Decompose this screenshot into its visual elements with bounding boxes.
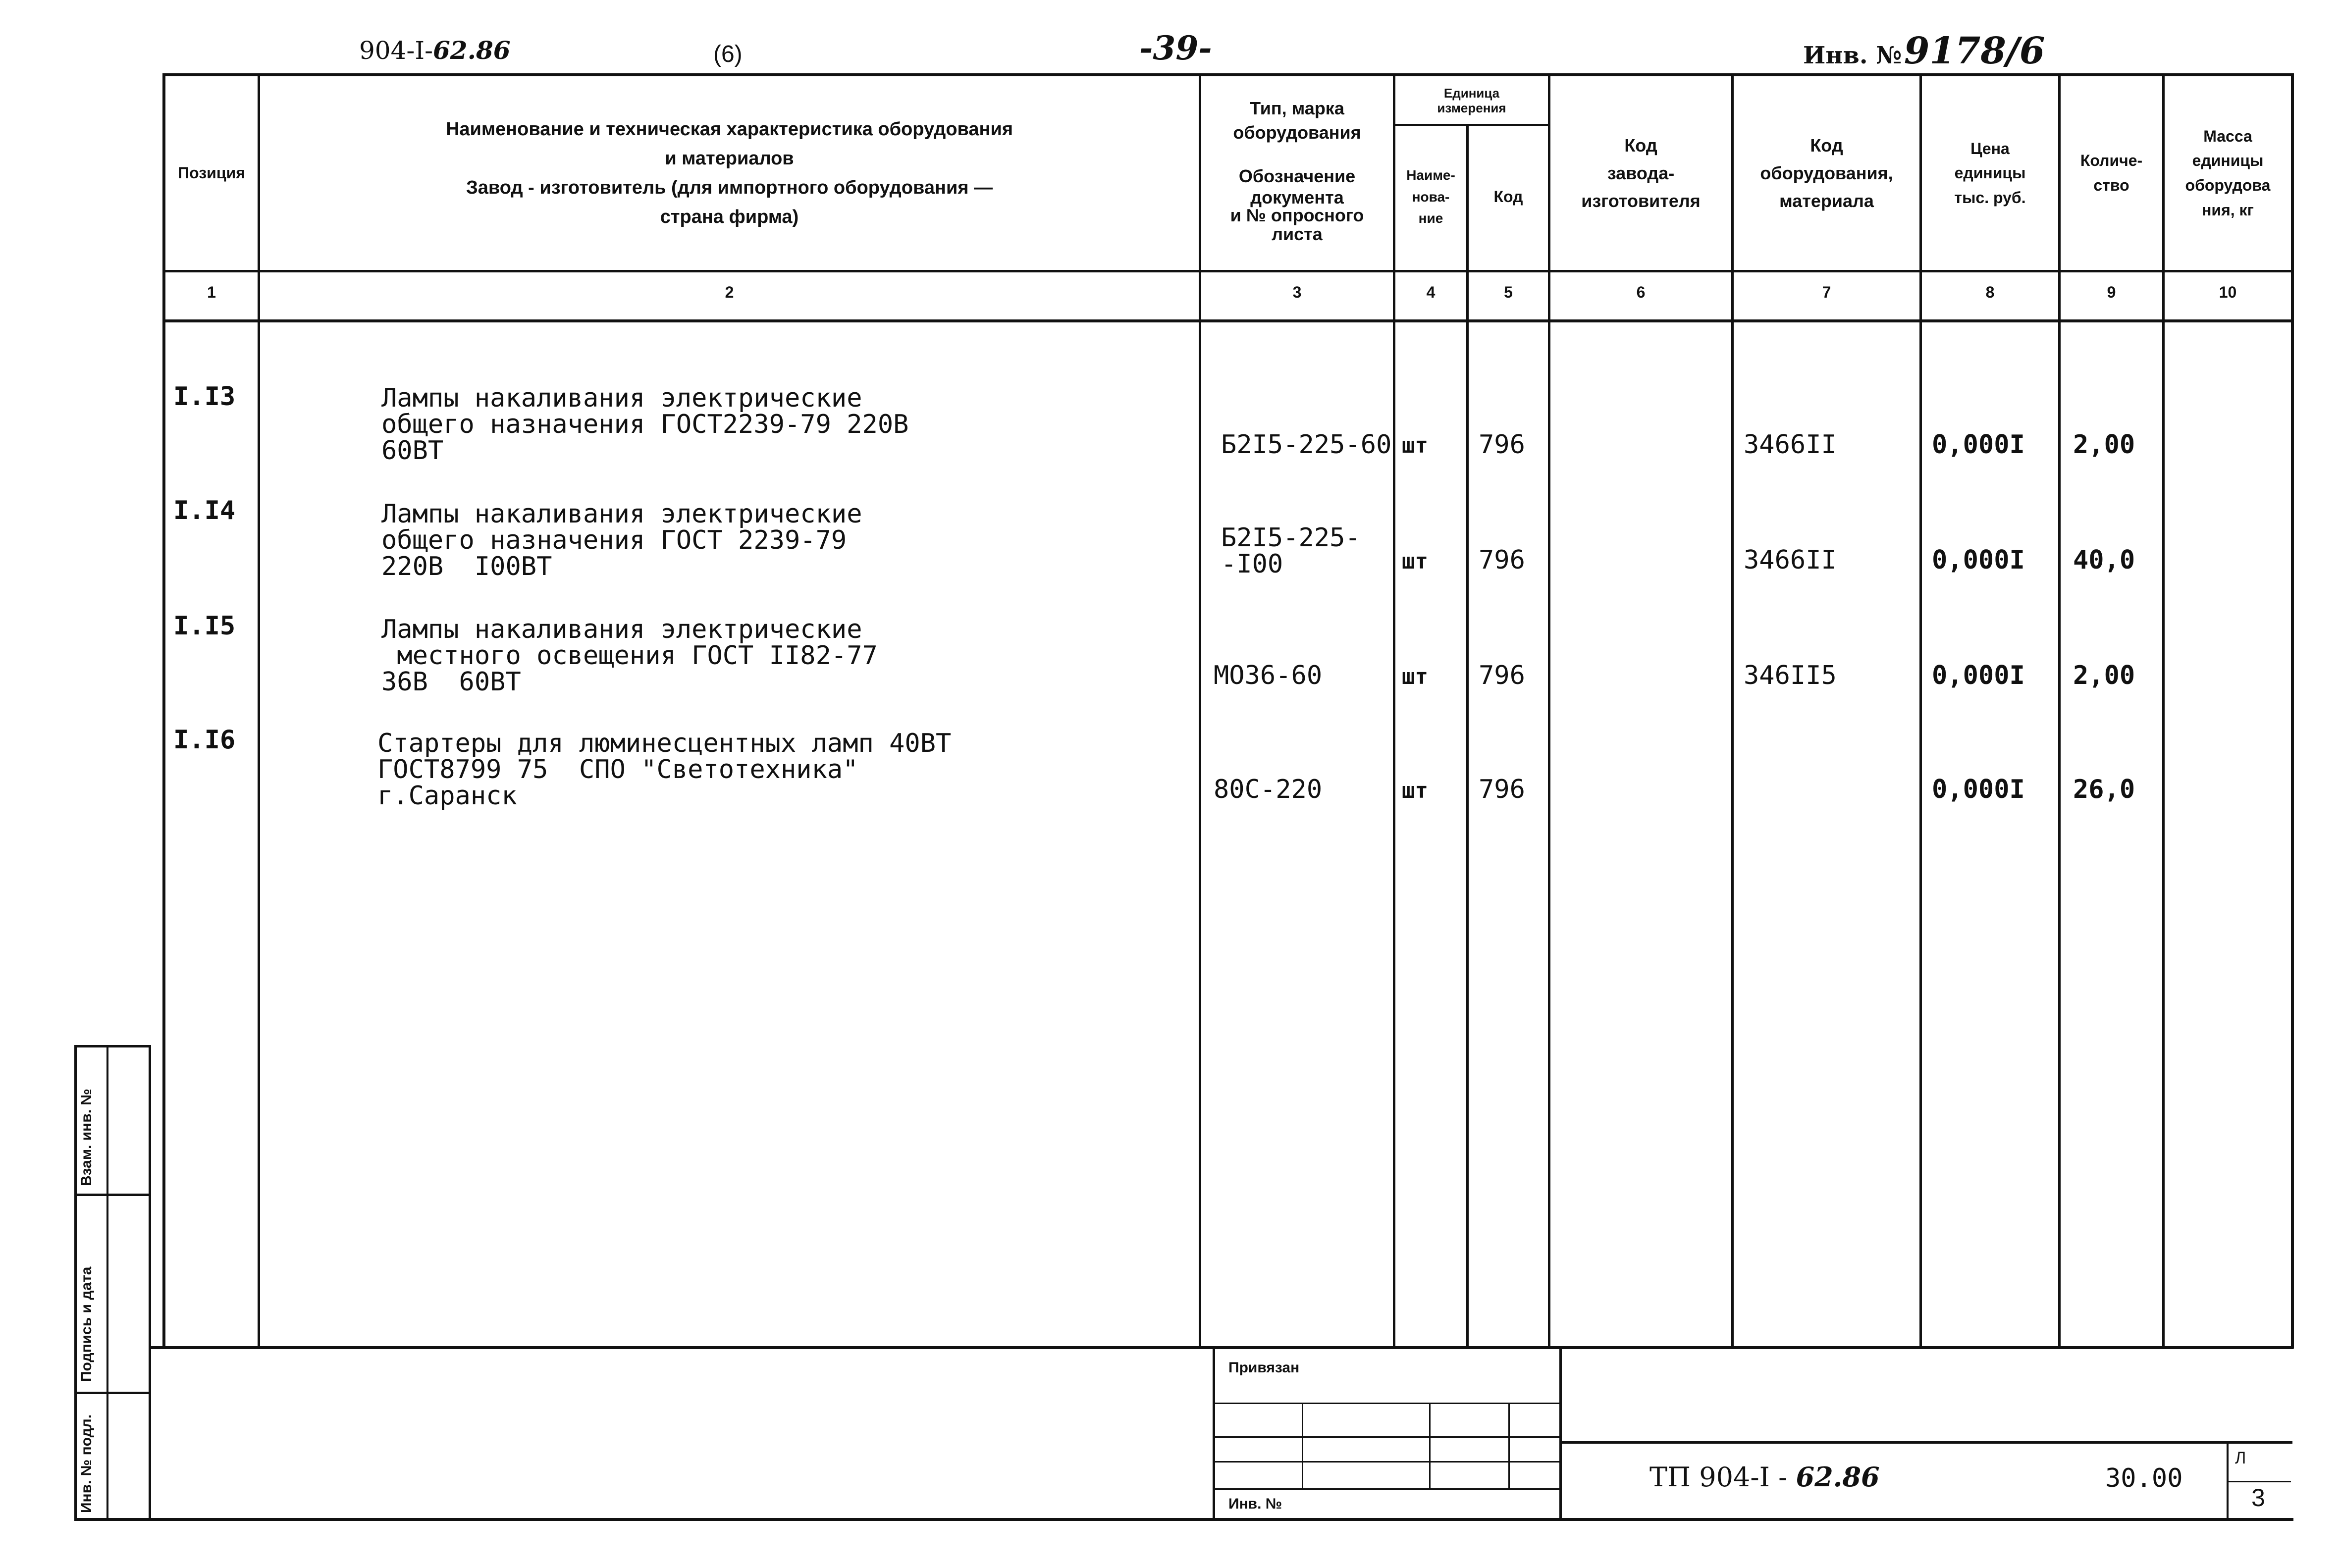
- row-2-quantity: 40,0: [2073, 545, 2135, 575]
- row-4-name: Стартеры для люминесцентных ламп 40ВТ ГОСТ8799 75 СПО "Светотехника" г.Саранск: [377, 729, 952, 811]
- stamp-sheet-number: 3: [2251, 1484, 2265, 1512]
- header-price-3: тыс. руб.: [1954, 188, 2026, 207]
- header-price-1: Цена: [1970, 139, 2010, 157]
- row-3-type: МО36-60: [1214, 661, 1323, 690]
- col-number-6: 6: [1636, 283, 1646, 301]
- side-podpis: Подпись и дата: [78, 1266, 95, 1382]
- col-number-3: 3: [1292, 283, 1302, 301]
- row-2-name: Лампы накаливания электрические общего назначения ГОСТ 2239-79 220В I00ВТ: [381, 499, 862, 582]
- header-material-code: [1734, 79, 1919, 267]
- header-factory-code-3: изготовителя: [1581, 190, 1701, 211]
- col-number-1: 1: [207, 283, 216, 301]
- header-type-b3: и № опросного: [1230, 205, 1364, 225]
- stamp-value: 30.00: [2105, 1463, 2183, 1493]
- header-type: [1201, 97, 1393, 244]
- row-1-unit: шт: [1402, 433, 1428, 458]
- row-3-name: Лампы накаливания электрические местного освещения ГОСТ II82-77 36В 60ВТ: [381, 615, 878, 697]
- header-mass-3: оборудова: [2185, 176, 2271, 194]
- col-number-10: 10: [2219, 283, 2237, 301]
- header-price-2: единицы: [1954, 164, 2026, 182]
- header-name-line4: страна фирма): [660, 206, 799, 227]
- header-quantity-1: Количе-: [2080, 152, 2143, 170]
- header-factory-code: [1550, 79, 1731, 267]
- header-price: [1922, 79, 2058, 267]
- row-2-unit-code: 796: [1479, 545, 1525, 575]
- header-name-line3: Завод - изготовитель (для импортного оборудования —: [466, 177, 993, 198]
- row-1-name: Лампы накаливания электрические общего назначения ГОСТ2239-79 220В 60ВТ: [381, 383, 909, 466]
- header-quantity-2: ство: [2093, 176, 2129, 194]
- doc-code-suffix: 62.86: [432, 36, 511, 65]
- header-material-code-2: оборудования,: [1760, 163, 1893, 184]
- header-unit-name-2: нова-: [1412, 189, 1450, 205]
- col-number-4: 4: [1426, 283, 1436, 301]
- col-number-7: 7: [1822, 283, 1831, 301]
- row-4-type: 80С-220: [1214, 775, 1323, 804]
- header-mass-2: единицы: [2192, 152, 2264, 170]
- row-2-type: Б2I5-225- -I00: [1221, 523, 1361, 579]
- stamp-doc-code-prefix: ТП 904-I -: [1649, 1462, 1796, 1493]
- row-3-price: 0,000I: [1932, 661, 2025, 690]
- row-4-quantity: 26,0: [2073, 775, 2135, 804]
- header-mass: [2165, 79, 2291, 267]
- side-vzam: Взам. инв. №: [78, 1089, 95, 1186]
- header-quantity: [2061, 79, 2162, 267]
- header-material-code-3: материала: [1779, 190, 1874, 211]
- header-type-b2: документа: [1250, 187, 1344, 208]
- sheet-paren: (6): [713, 41, 743, 67]
- row-4-unit: шт: [1402, 778, 1428, 803]
- row-1-material-code: 3466II: [1744, 430, 1837, 460]
- header-type-b1: Обозначение: [1238, 166, 1356, 187]
- header-unit-group-1: Единица: [1443, 86, 1500, 101]
- header-mass-1: Масса: [2203, 127, 2252, 145]
- row-2-price: 0,000I: [1932, 545, 2025, 575]
- row-1-price: 0,000I: [1932, 430, 2025, 460]
- row-3-position: I.I5: [173, 611, 236, 641]
- row-3-quantity: 2,00: [2073, 661, 2135, 690]
- side-inv-podl: Инв. № подл.: [78, 1414, 95, 1513]
- header-name-line2: и материалов: [665, 148, 794, 169]
- row-2-position: I.I4: [173, 496, 236, 525]
- stamp-inv-no: Инв. №: [1228, 1496, 1282, 1512]
- row-4-position: I.I6: [173, 725, 236, 755]
- stamp-sheet-label: Л: [2235, 1449, 2246, 1467]
- row-4-unit-code: 796: [1479, 775, 1525, 804]
- stamp-doc-code: [1649, 1461, 1880, 1493]
- header-name-line1: Наименование и техническая характеристика оборудования: [445, 119, 1013, 140]
- header-material-code-1: Код: [1810, 135, 1843, 156]
- row-4-price: 0,000I: [1932, 775, 2025, 804]
- header-mass-4: ния, кг: [2202, 201, 2254, 219]
- inv-number: 9178/6: [1904, 30, 2045, 72]
- header-name: [260, 79, 1199, 267]
- doc-code-top: [359, 36, 511, 65]
- header-factory-code-2: завода-: [1607, 163, 1675, 184]
- row-3-unit: шт: [1402, 664, 1428, 689]
- header-factory-code-1: Код: [1624, 135, 1657, 156]
- col-number-2: 2: [725, 283, 734, 301]
- header-position: Позиция: [178, 164, 245, 182]
- page-number: -39-: [1139, 29, 1212, 67]
- header-type-b4: листа: [1272, 223, 1323, 244]
- header-unit-name: [1395, 126, 1466, 267]
- col-number-5: 5: [1504, 283, 1513, 301]
- row-3-material-code: 346II5: [1744, 661, 1837, 690]
- row-2-unit: шт: [1402, 549, 1428, 574]
- row-1-unit-code: 796: [1479, 430, 1525, 460]
- col-number-8: 8: [1985, 283, 1995, 301]
- inv-label: Инв. №: [1803, 42, 1902, 69]
- doc-code-prefix: 904-I-: [359, 36, 433, 65]
- row-2-material-code: 3466II: [1744, 545, 1837, 575]
- header-unit-name-3: ние: [1418, 210, 1443, 226]
- col-number-9: 9: [2107, 283, 2116, 301]
- stamp-privyazan: Привязан: [1228, 1359, 1300, 1376]
- header-unit-code: Код: [1493, 187, 1523, 206]
- row-1-position: I.I3: [173, 382, 236, 412]
- inv-number-top: [1803, 30, 2045, 72]
- stamp-doc-code-suffix: 62.86: [1796, 1461, 1880, 1493]
- header-unit-group: [1395, 79, 1548, 123]
- row-1-type: Б2I5-225-60: [1221, 430, 1392, 460]
- row-1-quantity: 2,00: [2073, 430, 2135, 460]
- header-type-a2: оборудования: [1233, 122, 1361, 143]
- header-type-a1: Тип, марка: [1250, 98, 1344, 118]
- header-unit-group-2: измерения: [1437, 101, 1506, 115]
- header-unit-name-1: Наиме-: [1406, 167, 1455, 183]
- row-3-unit-code: 796: [1479, 661, 1525, 690]
